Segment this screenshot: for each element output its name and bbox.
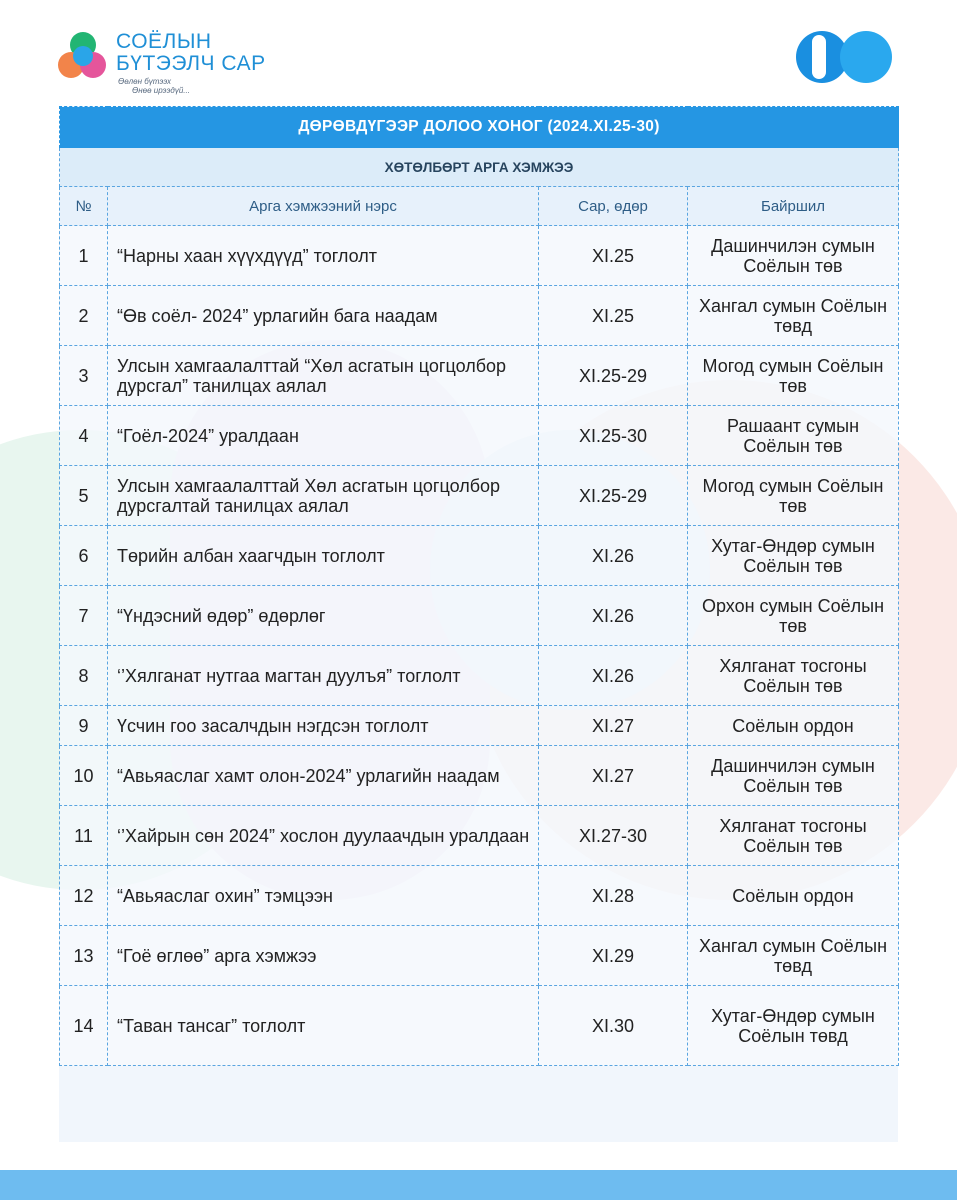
event-date: XI.30	[539, 986, 688, 1066]
event-location: Хялганат тосгоны Соёлын төв	[688, 806, 899, 866]
row-number: 1	[60, 226, 108, 286]
event-location: Хялганат тосгоны Соёлын төв	[688, 646, 899, 706]
event-name: Төрийн албан хаагчдын тоглолт	[108, 526, 539, 586]
row-number: 11	[60, 806, 108, 866]
row-number: 13	[60, 926, 108, 986]
event-location: Хутаг-Өндөр сумын Соёлын төв	[688, 526, 899, 586]
event-date: XI.26	[539, 526, 688, 586]
table-subtitle: ХӨТӨЛБӨРТ АРГА ХЭМЖЭЭ	[60, 148, 899, 187]
event-date: XI.29	[539, 926, 688, 986]
table-row	[60, 286, 899, 346]
table-body	[60, 226, 899, 1066]
event-location: Соёлын ордон	[688, 866, 899, 926]
anniversary-badge-icon	[796, 31, 894, 83]
event-name: ‘’Хайрын сөн 2024” хослон дуулаачдын уралдаан	[108, 806, 539, 866]
event-name: “Авьяаслаг охин” тэмцээн	[108, 866, 539, 926]
brand-line1: СОЁЛЫН	[116, 30, 212, 53]
brand-line2: БҮТЭЭЛЧ САР	[116, 52, 266, 75]
row-number: 10	[60, 746, 108, 806]
table-row	[60, 346, 899, 406]
schedule-table	[59, 106, 899, 1066]
footer-bar	[0, 1170, 957, 1200]
row-number: 6	[60, 526, 108, 586]
event-date: XI.25-29	[539, 466, 688, 526]
brand-logo	[58, 28, 288, 98]
event-location: Дашинчилэн сумын Соёлын төв	[688, 746, 899, 806]
event-name: “Авьяаслаг хамт олон-2024” урлагийн наадам	[108, 746, 539, 806]
event-location: Могод сумын Соёлын төв	[688, 466, 899, 526]
event-name: “Үндэсний өдөр” өдөрлөг	[108, 586, 539, 646]
event-name: “Гоёл-2024” уралдаан	[108, 406, 539, 466]
table-row	[60, 466, 899, 526]
event-date: XI.26	[539, 586, 688, 646]
column-header-date: Сар, өдөр	[539, 187, 688, 226]
event-location: Хутаг-Өндөр сумын Соёлын төвд	[688, 986, 899, 1066]
event-location: Дашинчилэн сумын Соёлын төв	[688, 226, 899, 286]
event-name: “Гоё өглөө” арга хэмжээ	[108, 926, 539, 986]
table-row	[60, 986, 899, 1066]
column-header-number: №	[60, 187, 108, 226]
event-date: XI.27	[539, 746, 688, 806]
brand-tagline-1: Өөлөн бүтээх	[118, 77, 172, 86]
event-name: ‘’Хялганат нутгаа магтан дуулъя” тоглолт	[108, 646, 539, 706]
table-row	[60, 866, 899, 926]
table-row	[60, 406, 899, 466]
event-date: XI.25-29	[539, 346, 688, 406]
row-number: 5	[60, 466, 108, 526]
table-row	[60, 706, 899, 746]
table-title: ДӨРӨВДҮГЭЭР ДОЛОО ХОНОГ (2024.XI.25-30)	[60, 107, 899, 148]
event-date: XI.27-30	[539, 806, 688, 866]
row-number: 3	[60, 346, 108, 406]
brand-tagline	[118, 77, 190, 95]
column-header-location: Байршил	[688, 187, 899, 226]
event-date: XI.27	[539, 706, 688, 746]
event-name: Үсчин гоо засалчдын нэгдсэн тоглолт	[108, 706, 539, 746]
event-date: XI.25	[539, 226, 688, 286]
row-number: 7	[60, 586, 108, 646]
table-row	[60, 746, 899, 806]
event-location: Могод сумын Соёлын төв	[688, 346, 899, 406]
event-location: Хангал сумын Соёлын төвд	[688, 926, 899, 986]
row-number: 2	[60, 286, 108, 346]
row-number: 8	[60, 646, 108, 706]
table-row	[60, 526, 899, 586]
event-date: XI.26	[539, 646, 688, 706]
table-row	[60, 806, 899, 866]
event-location: Хангал сумын Соёлын төвд	[688, 286, 899, 346]
table-row	[60, 926, 899, 986]
event-name: “Нарны хаан хүүхдүүд” тоглолт	[108, 226, 539, 286]
event-date: XI.25-30	[539, 406, 688, 466]
event-name: Улсын хамгаалалттай Хөл асгатын цогцолбор дурсгалтай танилцах аялал	[108, 466, 539, 526]
row-number: 12	[60, 866, 108, 926]
brand-tagline-2: Өнөө ирээдүй...	[132, 86, 190, 95]
column-header-name: Арга хэмжээний нэрс	[108, 187, 539, 226]
row-number: 4	[60, 406, 108, 466]
event-name: “Өв соёл- 2024” урлагийн бага наадам	[108, 286, 539, 346]
event-date: XI.28	[539, 866, 688, 926]
row-number: 14	[60, 986, 108, 1066]
event-date: XI.25	[539, 286, 688, 346]
row-number: 9	[60, 706, 108, 746]
event-location: Рашаант сумын Соёлын төв	[688, 406, 899, 466]
logo-mark-icon	[58, 32, 110, 84]
event-name: “Таван тансаг” тоглолт	[108, 986, 539, 1066]
table-row	[60, 226, 899, 286]
table-row	[60, 646, 899, 706]
event-location: Соёлын ордон	[688, 706, 899, 746]
event-location: Орхон сумын Соёлын төв	[688, 586, 899, 646]
table-row	[60, 586, 899, 646]
event-name: Улсын хамгаалалттай “Хөл асгатын цогцолбор дурсгал” танилцах аялал	[108, 346, 539, 406]
